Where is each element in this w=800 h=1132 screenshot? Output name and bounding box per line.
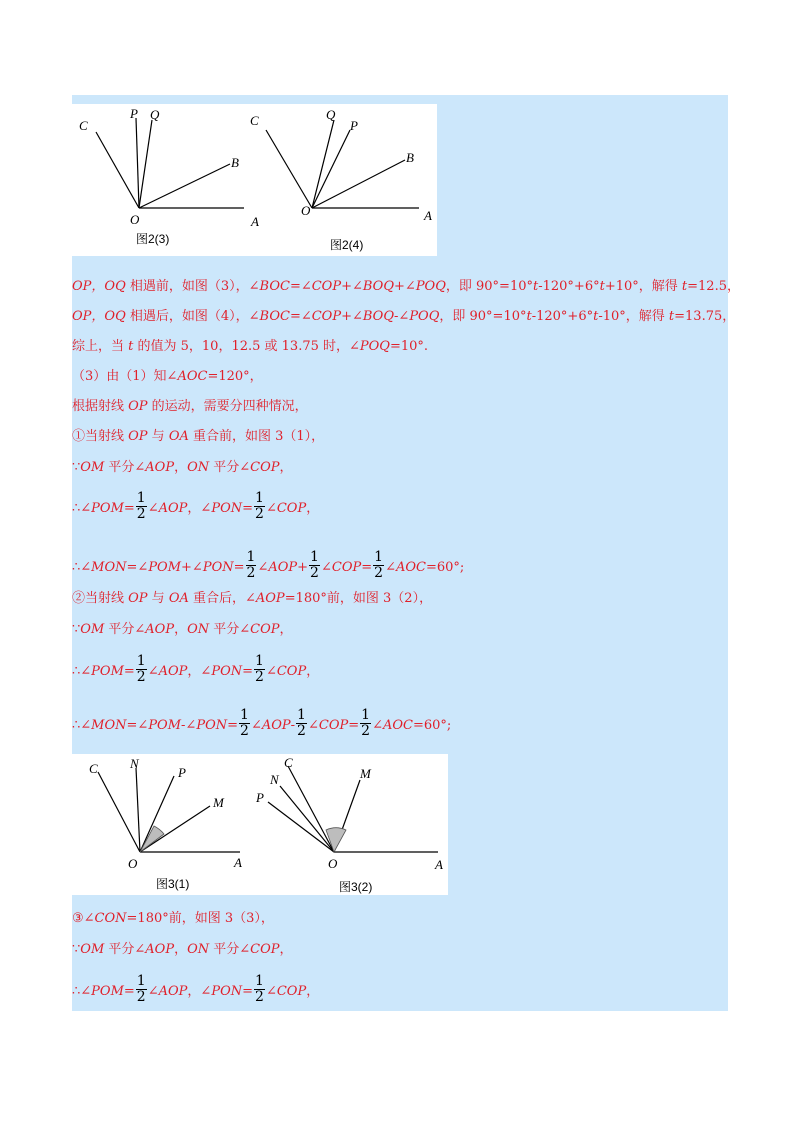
text-line-15: ∵OM 平分∠AOP，ON 平分∠COP，: [72, 942, 293, 957]
figure-3-1-and-3-2: [72, 754, 448, 895]
caption-fig-2-4: 图2(4): [330, 238, 364, 252]
label-M: M: [360, 766, 371, 781]
label-A: A: [251, 214, 259, 229]
fraction-half: $\frac{1}{2}$: [136, 490, 146, 522]
label-A: A: [234, 855, 242, 870]
text-line-13: ∴∠MON=∠POM-∠PON= $\frac{1}{2}$ ∠AOP- $\frac{1}{2}$ ∠COP= $\frac{1}{2}$ ∠AOC=60°;: [72, 707, 452, 739]
fraction-half: $\frac{1}{2}$: [240, 707, 249, 739]
text-line-3: 综上，当 t 的值为 5，10，12.5 或 13.75 时，∠POQ=10°.: [72, 339, 429, 354]
text-line-6: ①当射线 OP 与 OA 重合前，如图 3（1），: [72, 429, 325, 444]
label-O: O: [328, 856, 338, 871]
label-N: N: [270, 772, 279, 787]
fraction-half: $\frac{1}{2}$: [255, 973, 264, 1005]
caption-fig-3-1: 图3(1): [156, 877, 190, 891]
caption-fig-3-2: 图3(2): [339, 880, 373, 894]
label-M: M: [213, 795, 224, 810]
label-C: C: [89, 761, 98, 776]
label-Q: Q: [326, 107, 336, 122]
label-B: B: [231, 155, 239, 170]
geometry-diagram-mid: [72, 754, 448, 895]
label-B: B: [406, 150, 414, 165]
fraction-half: $\frac{1}{2}$: [255, 490, 264, 522]
text-line-1: OP，OQ 相遇前，如图（3），∠BOC=∠COP+∠BOQ+∠POQ，即 90°=10°t-120°+6°t+10°，解得 t=12.5，: [72, 279, 740, 294]
fraction-half: $\frac{1}{2}$: [374, 549, 384, 581]
text-line-10: ②当射线 OP 与 OA 重合后，∠AOP=180°前，如图 3（2），: [72, 591, 433, 606]
fraction-half: $\frac{1}{2}$: [310, 549, 319, 581]
fraction-half: $\frac{1}{2}$: [361, 707, 371, 739]
text-line-14: ③∠CON=180°前，如图 3（3），: [72, 911, 274, 926]
fraction-half: $\frac{1}{2}$: [136, 653, 146, 685]
label-P: P: [130, 106, 138, 121]
label-P: P: [178, 765, 186, 780]
figure-2-3-and-2-4: [72, 104, 437, 256]
fraction-half: $\frac{1}{2}$: [255, 653, 264, 685]
label-O: O: [301, 203, 311, 218]
text-line-4: （3）由（1）知∠AOC=120°，: [72, 369, 263, 384]
geometry-diagram-top: [72, 104, 437, 256]
label-N: N: [130, 756, 139, 771]
label-C: C: [79, 118, 88, 133]
label-O: O: [130, 212, 140, 227]
label-C: C: [250, 113, 259, 128]
text-line-12: ∴∠POM= $\frac{1}{2}$ ∠AOP，∠PON= $\frac{1}{2}$ ∠COP，: [72, 653, 320, 685]
fraction-half: $\frac{1}{2}$: [297, 707, 306, 739]
text-line-2: OP，OQ 相遇后，如图（4），∠BOC=∠COP+∠BOQ-∠POQ，即 90°=10°t-120°+6°t-10°，解得 t=13.75，: [72, 309, 736, 324]
label-A: A: [424, 208, 432, 223]
text-line-8: ∴∠POM= $\frac{1}{2}$ ∠AOP，∠PON= $\frac{1}{2}$ ∠COP，: [72, 490, 320, 522]
label-A: A: [435, 857, 443, 872]
label-P: P: [256, 790, 264, 805]
label-P: P: [350, 118, 358, 133]
text-line-7: ∵OM 平分∠AOP，ON 平分∠COP，: [72, 460, 293, 475]
text-line-16: ∴∠POM= $\frac{1}{2}$ ∠AOP，∠PON= $\frac{1}{2}$ ∠COP，: [72, 973, 320, 1005]
fraction-half: $\frac{1}{2}$: [136, 973, 146, 1005]
fraction-half: $\frac{1}{2}$: [246, 549, 256, 581]
text-line-9: ∴∠MON=∠POM+∠PON= $\frac{1}{2}$ ∠AOP+ $\frac{1}{2}$ ∠COP= $\frac{1}{2}$ ∠AOC=60°;: [72, 549, 465, 581]
label-O: O: [128, 856, 138, 871]
label-C: C: [284, 755, 293, 770]
caption-fig-2-3: 图2(3): [136, 232, 170, 246]
text-line-11: ∵OM 平分∠AOP，ON 平分∠COP，: [72, 622, 293, 637]
text-line-5: 根据射线 OP 的运动，需要分四种情况，: [72, 399, 308, 414]
label-Q: Q: [150, 107, 160, 122]
